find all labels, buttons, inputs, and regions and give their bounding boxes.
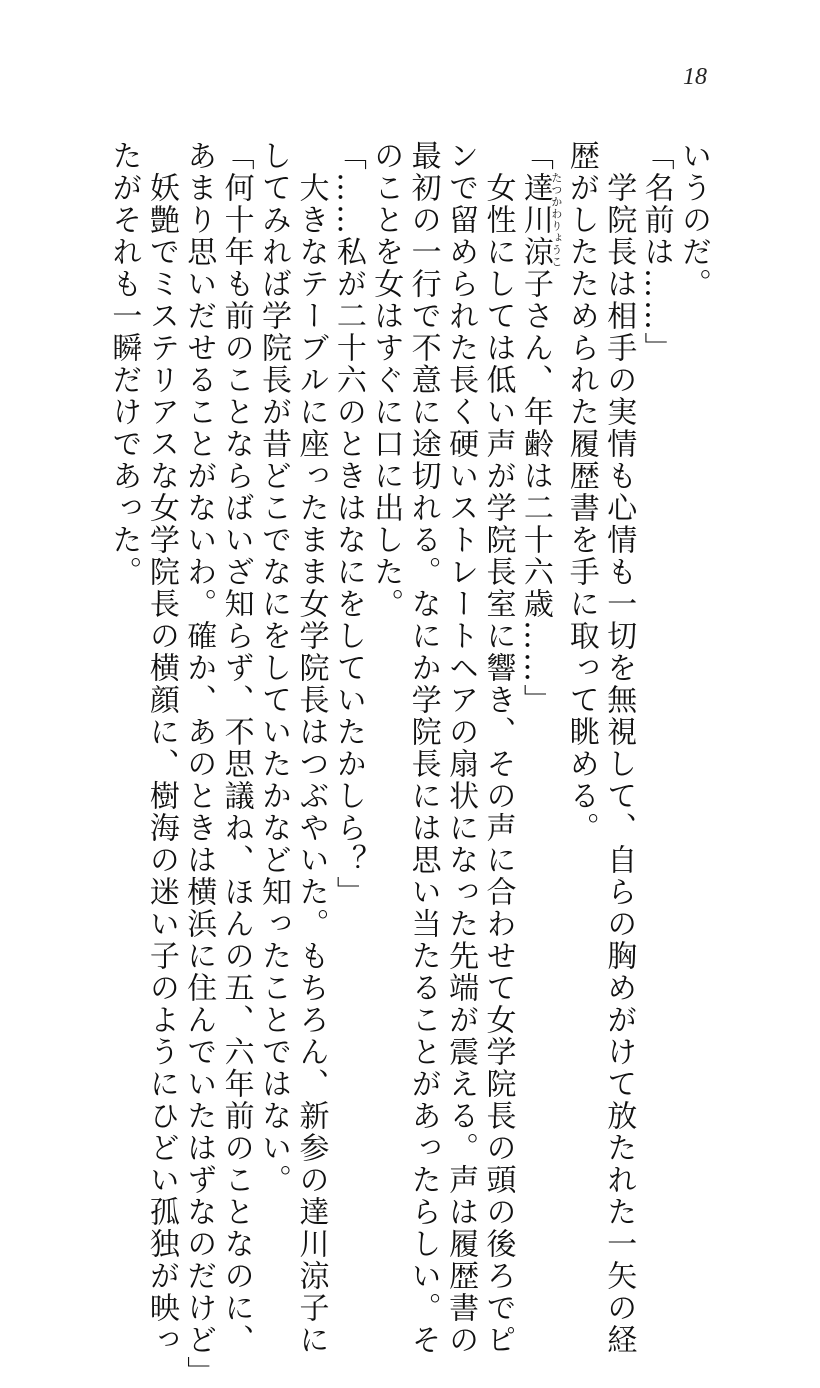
text-line: あまり思いだせることがないわ。確か、あのときは横浜に住んでいたはずなのだけど」 bbox=[181, 140, 217, 1388]
ruby-line-rest: 子さん、年齢は二十六歳……」 bbox=[517, 268, 553, 716]
ruby-reading: たつかわりょうこ bbox=[549, 172, 563, 268]
text-line: 歴がしたためられた履歴書を手に取って眺める。 bbox=[563, 140, 599, 844]
text-line: 「……私が二十六のときはなにをしていたかしら？」 bbox=[330, 140, 366, 908]
text-line: いうのだ。 bbox=[676, 140, 711, 300]
text-line: 「名前は……」 bbox=[638, 140, 674, 364]
text-line: ンで留められた長く硬いストレートヘアの扇状になった先端が震える。声は履歴書の bbox=[443, 140, 479, 1356]
open-quote: 「 bbox=[517, 140, 553, 172]
text-line: 妖艶でミステリアスな女学院長の横顔に、樹海の迷い子のようにひどい孤独が映っ bbox=[143, 140, 179, 1356]
text-line: 「何十年も前のことならばいざ知らず、不思議ね、ほんの五、六年前のことなのに、 bbox=[218, 140, 254, 1356]
text-line: 学院長は相手の実情も心情も一切を無視して、自らの胸めがけて放たれた一矢の経 bbox=[601, 140, 637, 1356]
ruby-base: 達川涼 bbox=[517, 172, 553, 268]
text-line-with-ruby bbox=[516, 140, 562, 1100]
name-ruby bbox=[517, 172, 563, 268]
text-line: 大きなテーブルに座ったまま女学院長はつぶやいた。もちろん、新参の達川涼子に bbox=[293, 140, 329, 1356]
text-line: してみれば学院長が昔どこでなにをしていたかなど知ったことではない。 bbox=[256, 140, 292, 1196]
text-line: たがそれも一瞬だけであった。 bbox=[106, 140, 142, 588]
text-line: 最初の一行で不意に途切れる。なにか学院長には思い当たることがあったらしい。そ bbox=[405, 140, 441, 1356]
text-line: のことを女はすぐに口に出した。 bbox=[368, 140, 404, 620]
page-number: 18 bbox=[683, 64, 707, 90]
body-text bbox=[102, 140, 712, 1388]
text-line: 女性にしては低い声が学院長室に響き、その声に合わせて女学院長の頭の後ろでピ bbox=[480, 140, 516, 1356]
